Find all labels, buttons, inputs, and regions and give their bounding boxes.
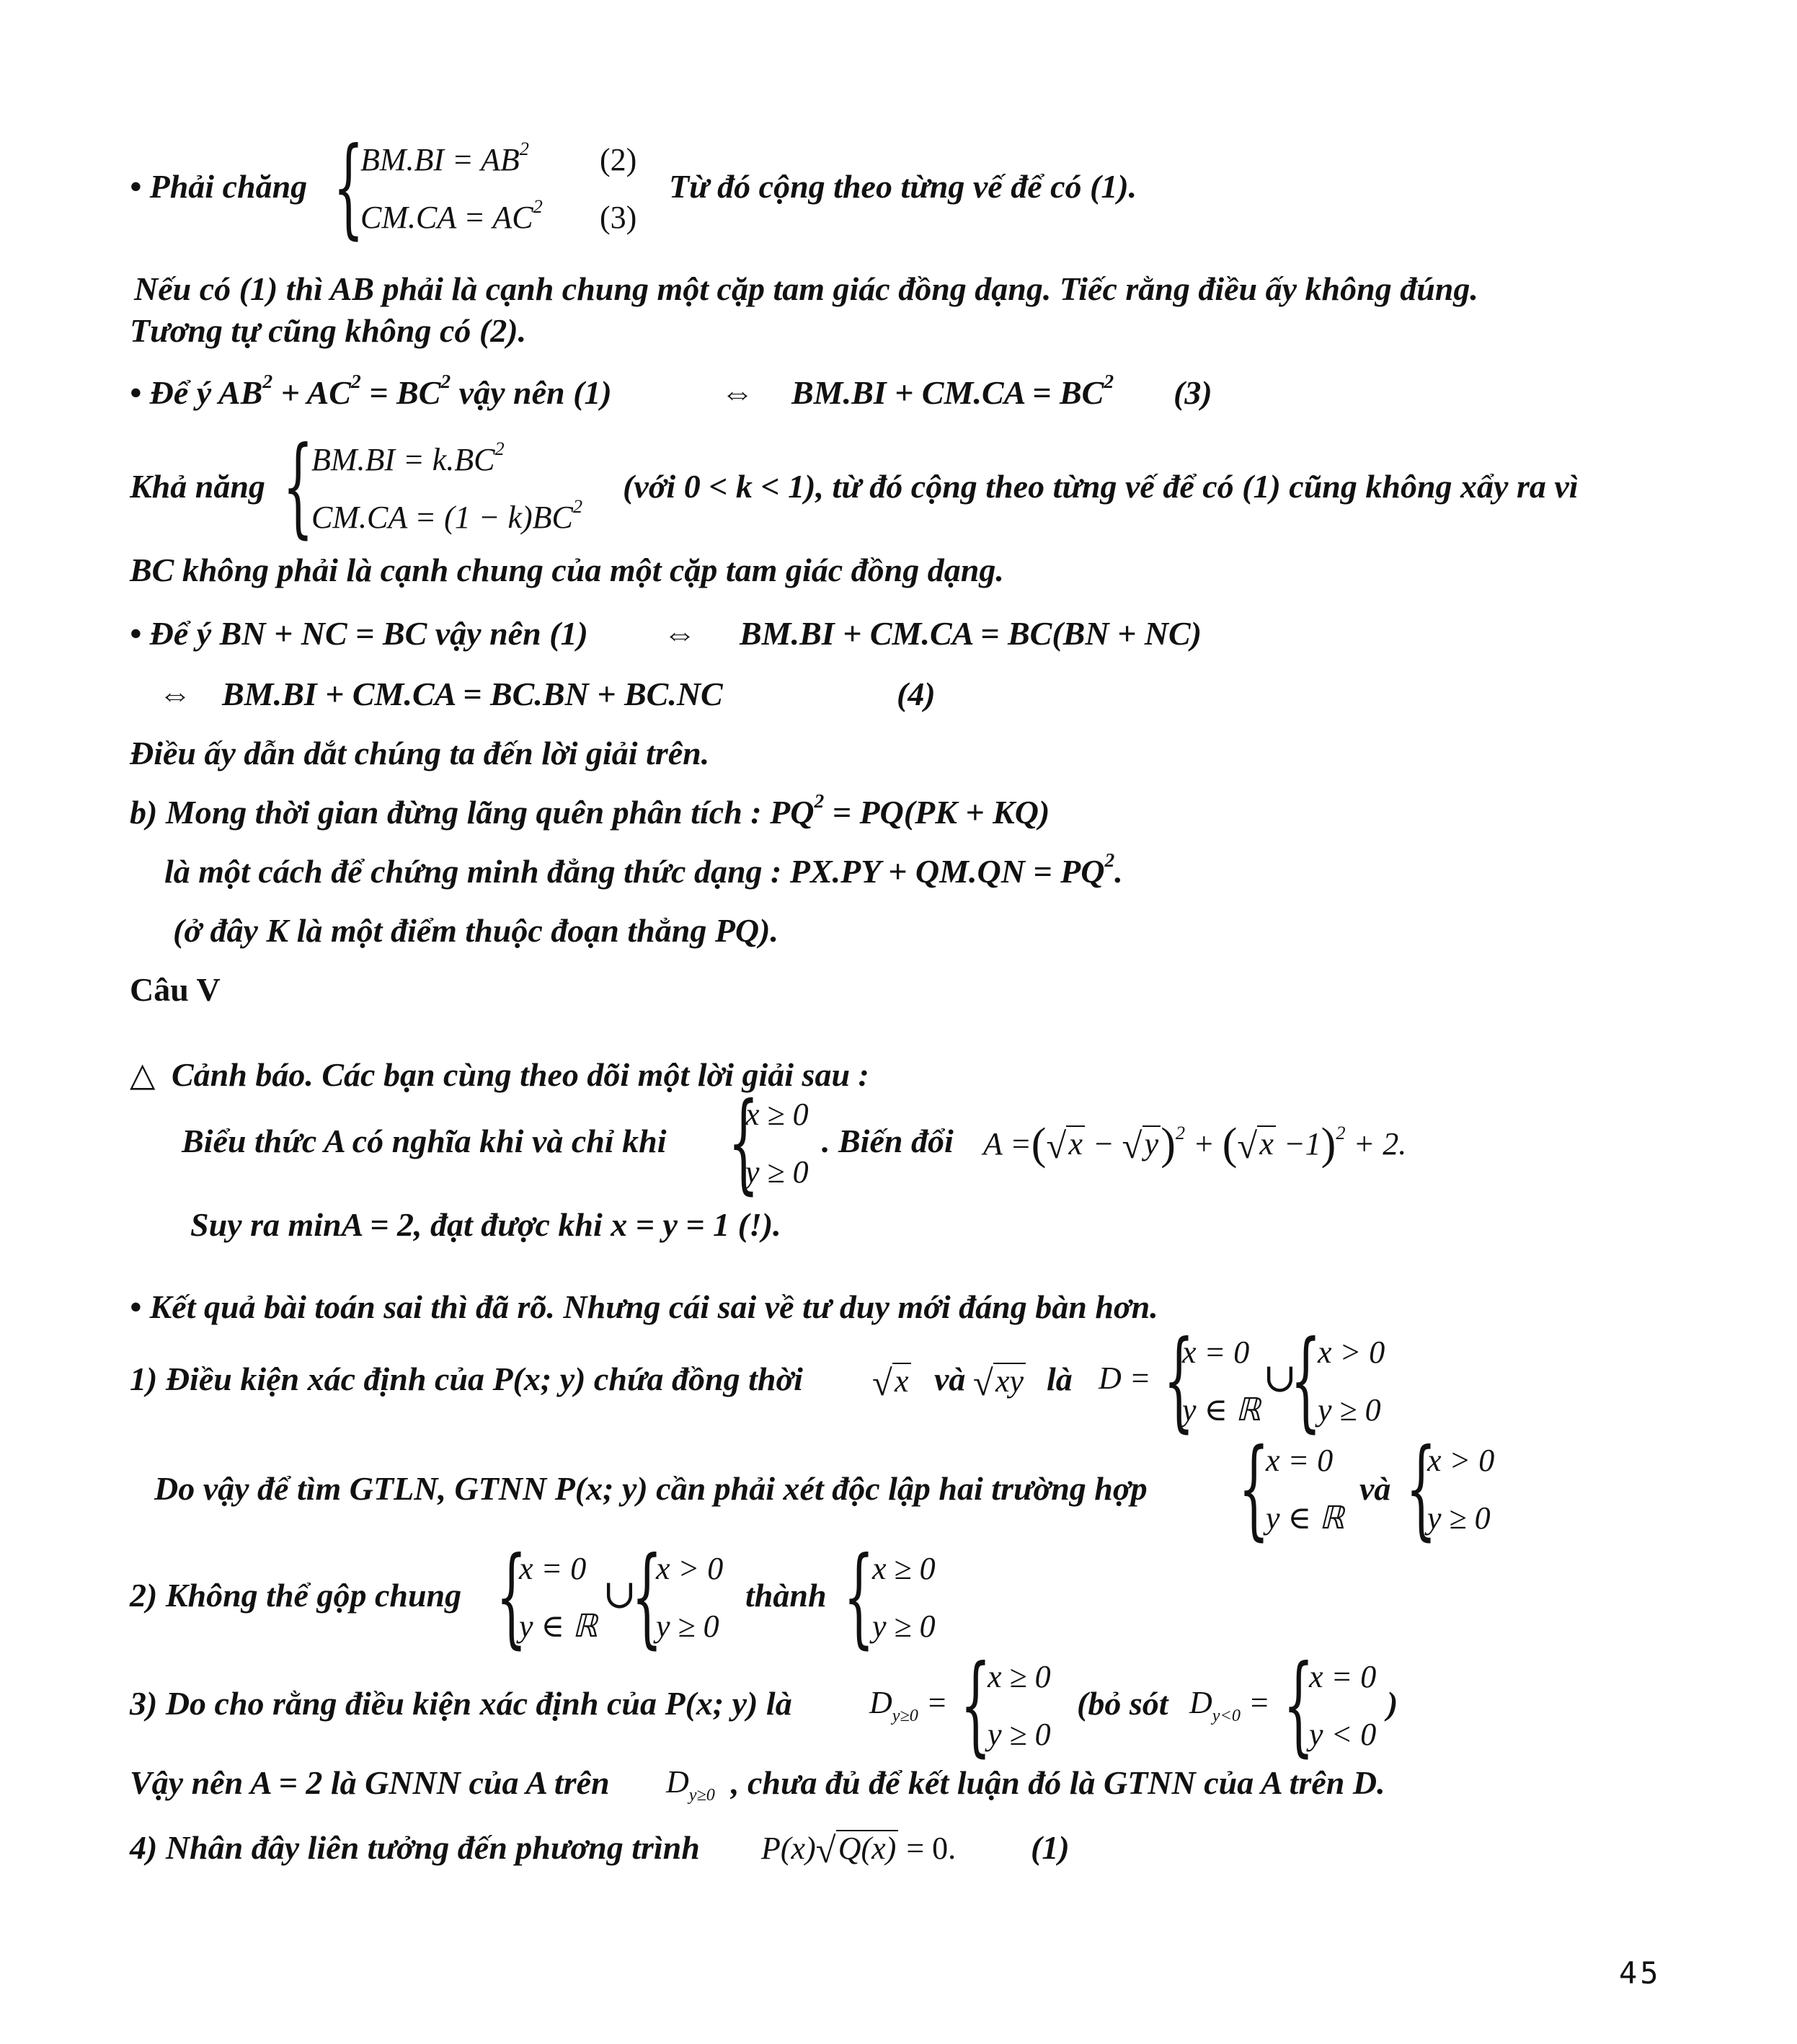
line-text: , chưa đủ để kết luận đó là GTNN của A trên D. <box>731 1764 1385 1801</box>
condition: y ≥ 0 <box>872 1609 936 1644</box>
equivalence-symbol: ⇔ <box>159 676 192 712</box>
union-symbol: ∪ <box>603 1572 636 1617</box>
system-brace: { <box>728 1080 759 1205</box>
line-text: Vậy nên A = 2 là GNNN của A trên <box>130 1764 610 1801</box>
line-text: 1) Điều kiện xác định của P(x; y) chứa đồng thời <box>130 1361 803 1397</box>
warning-icon: △ <box>130 1056 156 1093</box>
equation-number: (3) <box>1173 374 1212 411</box>
paragraph-line: b) Mong thời gian đừng lãng quên phân tích : $PQ^2 = PQ(PK + KQ)$ <box>130 789 1050 831</box>
line-1-text-b: Từ đó cộng theo từng vế để có (1). <box>669 168 1137 205</box>
condition: y ∈ ℝ <box>1266 1500 1344 1536</box>
line-text: và <box>1359 1470 1391 1507</box>
equation-3-number: (3) <box>600 200 637 235</box>
section-heading: Câu V <box>130 971 221 1008</box>
equation-number: (1) <box>1031 1829 1070 1866</box>
condition: x ≥ 0 <box>988 1659 1051 1694</box>
paragraph-line: BC không phải là cạnh chung của một cặp tam giác đồng dạng. <box>130 552 1004 588</box>
line-text: là <box>1047 1361 1073 1397</box>
paragraph-line: Tương tự cũng không có (2). <box>130 312 527 349</box>
equation: $CM.CA = (1 - k)BC^2$ <box>311 495 583 535</box>
equation: BM.BI + CM.CA = BC.BN + BC.NC <box>222 676 723 712</box>
condition: y ≥ 0 <box>988 1717 1051 1752</box>
equation-3: $CM.CA = AC^2$ <box>360 195 543 235</box>
system-brace: { <box>1238 1426 1269 1552</box>
equation-2-number: (2) <box>600 142 637 177</box>
condition: x > 0 <box>1318 1335 1385 1370</box>
equation-number: (4) <box>897 676 936 712</box>
condition: x ≥ 0 <box>872 1551 936 1586</box>
equivalence-symbol: ⇔ <box>663 615 696 652</box>
condition: x = 0 <box>1182 1335 1250 1370</box>
note-equation: $BM.BI + CM.CA = BC^2$ <box>791 369 1114 411</box>
domain-label: $D_{y\ge 0}$ = <box>869 1685 948 1725</box>
note-line: • Để ý BN + NC = BC vậy nên (1) <box>130 615 588 652</box>
line-text: thành <box>745 1577 827 1614</box>
system-brace: { <box>631 1534 662 1660</box>
line-text: và <box>934 1361 966 1397</box>
equation-2: $BM.BI = AB^2$ <box>360 137 529 177</box>
line-text: (với 0 < k < 1), từ đó cộng theo từng vế để có (1) cũng không xẩy ra vì <box>623 468 1579 505</box>
sqrt-x: √ x <box>872 1363 911 1397</box>
transformed-expression: A =( √ x − √ y)$^2$ + ( √ x −1)$^2$ + 2. <box>983 1120 1407 1169</box>
condition: y ∈ ℝ <box>1182 1392 1261 1428</box>
condition: y ≥ 0 <box>1427 1500 1491 1536</box>
system-brace: { <box>1406 1426 1437 1552</box>
note-equation: BM.BI + CM.CA = BC(BN + NC) <box>740 615 1202 652</box>
line-text: ) <box>1387 1685 1398 1722</box>
condition: y ∈ ℝ <box>519 1609 598 1644</box>
paragraph-line: Suy ra minA = 2, đạt được khi x = y = 1 (!). <box>190 1206 781 1243</box>
equivalence-symbol: ⇔ <box>721 374 754 411</box>
condition: y ≥ 0 <box>745 1154 809 1190</box>
paragraph-line: Điều ấy dẫn dắt chúng ta đến lời giải trên. <box>130 735 710 771</box>
union-symbol: ∪ <box>1263 1356 1297 1401</box>
system-brace: { <box>960 1642 991 1768</box>
condition: x > 0 <box>656 1551 724 1586</box>
warning-text: Cảnh báo. Các bạn cùng theo dõi một lời giải sau : <box>172 1056 869 1093</box>
line-text: Do vậy để tìm GTLN, GTNN P(x; y) cần phải xét độc lập hai trường hợp <box>154 1470 1148 1507</box>
paragraph-line: là một cách để chứng minh đẳng thức dạng : $PX.PY + QM.QN = PQ^2$. <box>164 848 1123 890</box>
system-brace: { <box>496 1534 527 1660</box>
line-text: Khả năng <box>130 468 265 505</box>
domain-label: $D_{y<0}$ = <box>1189 1685 1270 1725</box>
note-line: • Để ý $AB^2 + AC^2 = BC^2$ vậy nên (1) <box>130 369 612 411</box>
line-text: 4) Nhân đây liên tưởng đến phương trình <box>130 1829 700 1866</box>
page-number: 45 <box>1619 1955 1661 1991</box>
paragraph-line: Nếu có (1) thì AB phải là cạnh chung một cặp tam giác đồng dạng. Tiếc rằng điều ấy không đúng. <box>134 270 1478 307</box>
condition: x = 0 <box>1266 1443 1334 1478</box>
line-text: Biểu thức A có nghĩa khi và chỉ khi <box>182 1123 667 1159</box>
condition: y < 0 <box>1309 1717 1377 1752</box>
note-line: • Kết quả bài toán sai thì đã rõ. Nhưng cái sai về tư duy mới đáng bàn hơn. <box>130 1288 1158 1325</box>
system-brace: { <box>333 125 364 250</box>
system-brace: { <box>843 1534 874 1660</box>
condition: x = 0 <box>519 1551 587 1586</box>
sqrt-xy: √ xy <box>973 1363 1026 1397</box>
line-text: . Biến đổi <box>822 1123 954 1159</box>
condition: x = 0 <box>1309 1659 1377 1694</box>
line-text: (bỏ sót <box>1077 1685 1168 1722</box>
condition: x ≥ 0 <box>745 1097 809 1132</box>
equation: P(x) √ Q(x) = 0. <box>761 1830 957 1871</box>
domain-label: D = <box>1099 1361 1151 1396</box>
system-brace: { <box>1283 1642 1314 1768</box>
system-brace: { <box>283 424 314 549</box>
system-brace: { <box>1163 1318 1194 1443</box>
equation: $BM.BI = k.BC^2$ <box>311 437 505 477</box>
line-1-text: • Phải chăng <box>130 168 308 205</box>
condition: y ≥ 0 <box>656 1609 719 1644</box>
paragraph-line: (ở đây K là một điểm thuộc đoạn thẳng PQ). <box>173 912 778 949</box>
system-brace: { <box>1290 1318 1321 1443</box>
line-text: 2) Không thể gộp chung <box>130 1577 462 1614</box>
condition: y ≥ 0 <box>1318 1392 1381 1428</box>
domain-label: $D_{y\ge 0}$ <box>666 1764 715 1805</box>
line-text: 3) Do cho rằng điều kiện xác định của P(x; y) là <box>130 1685 792 1722</box>
condition: x > 0 <box>1427 1443 1495 1478</box>
